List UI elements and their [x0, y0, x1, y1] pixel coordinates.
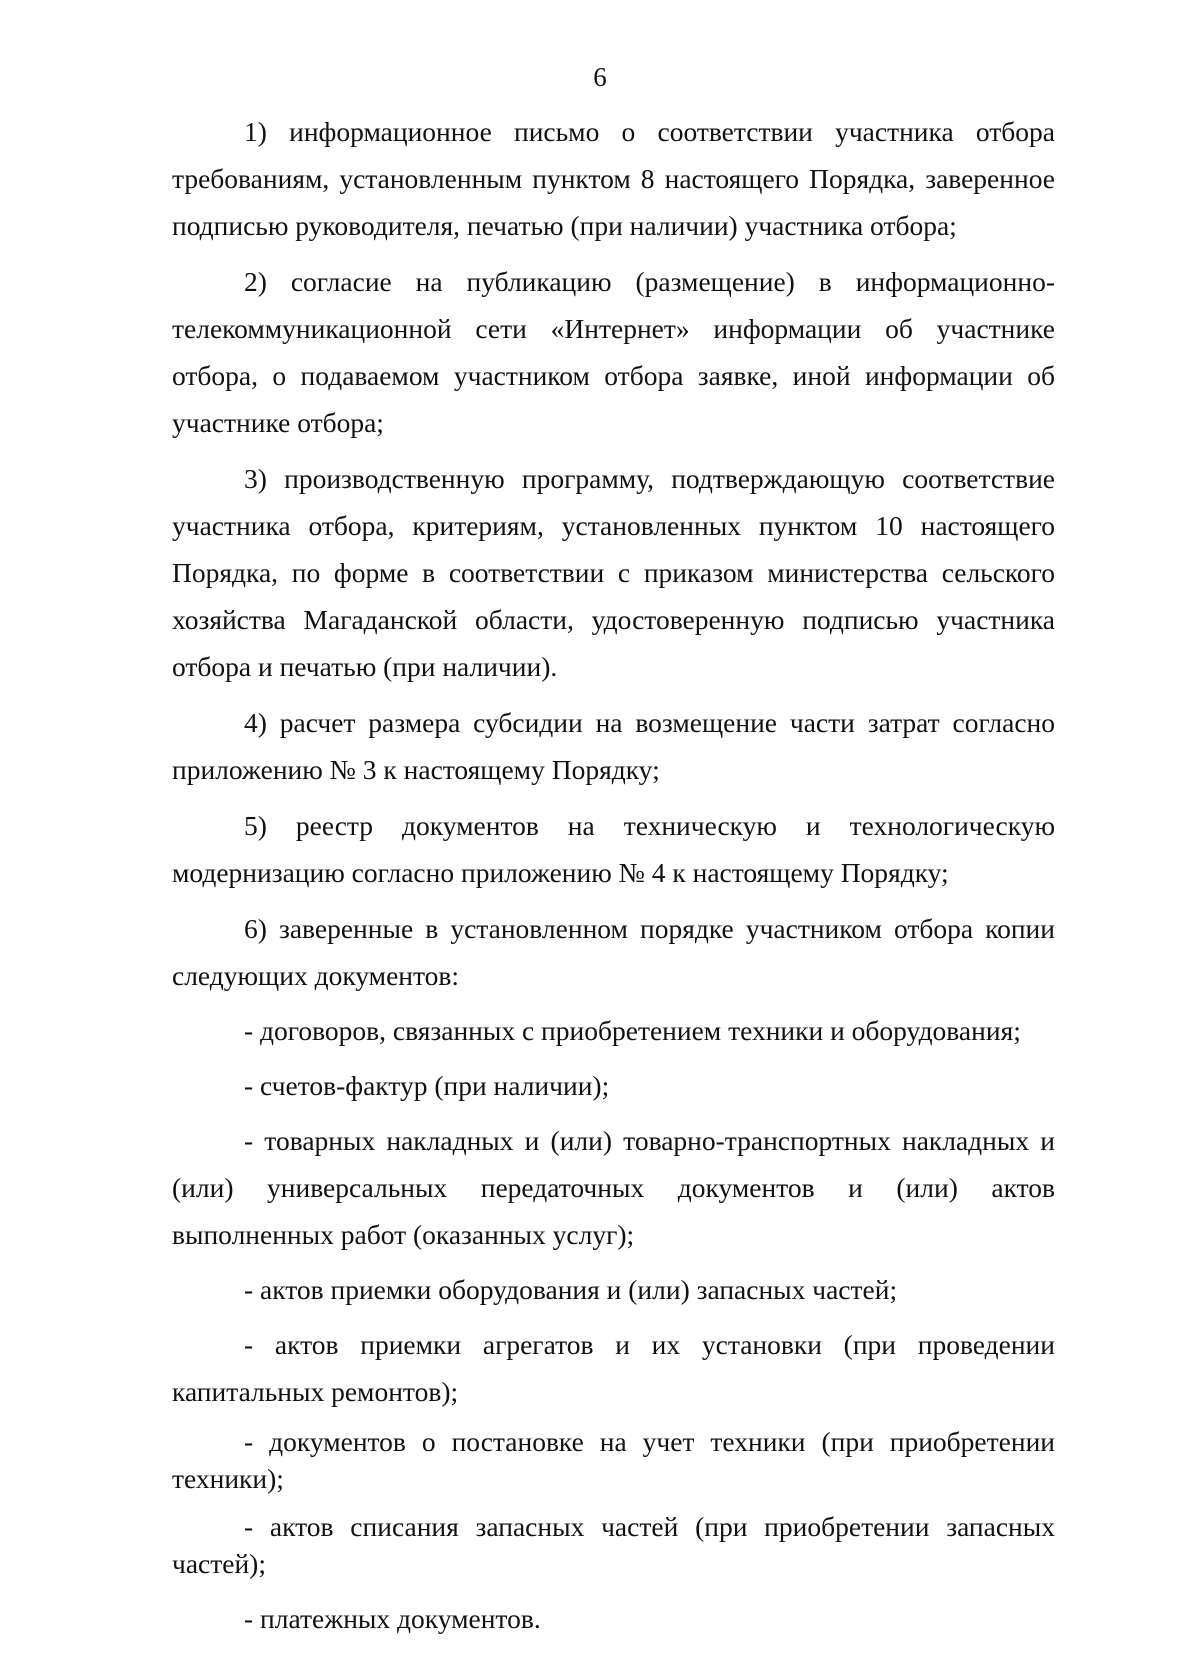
list-item-unit-acceptance: - актов приемки агрегатов и их установки (при проведении капитальных ремонтов);: [172, 1329, 1055, 1407]
page-number: 6: [593, 62, 607, 92]
paragraph-item-2: 2) согласие на публикацию (размещение) в информационно-телекоммуникационной сети «Интернет» информации об участнике отбора, о подаваемом участником отбора заявке, иной информации об участнике отбора;: [172, 266, 1055, 438]
list-item-waybills: - товарных накладных и (или) товарно-транспортных накладных и (или) универсальных передаточных документов и (или) актов выполненных работ (оказанных услуг);: [172, 1125, 1055, 1250]
paragraph-item-4: 4) расчет размера субсидии на возмещение части затрат согласно приложению № 3 к настоящему Порядку;: [172, 707, 1055, 785]
document-body: [172, 108, 1055, 1642]
list-item-write-off: - актов списания запасных частей (при приобретении запасных частей);: [172, 1511, 1055, 1579]
list-item-payments: - платежных документов.: [244, 1603, 541, 1634]
list-item-registration: - документов о постановке на учет техники (при приобретении техники);: [172, 1426, 1055, 1494]
list-item-contracts: - договоров, связанных с приобретением техники и оборудования;: [244, 1015, 1021, 1046]
list-item-equipment-acceptance: - актов приемки оборудования и (или) запасных частей;: [244, 1274, 898, 1305]
list-item-invoices: - счетов-фактур (при наличии);: [244, 1070, 610, 1101]
paragraph-item-1: 1) информационное письмо о соответствии участника отбора требованиям, установленным пунктом 8 настоящего Порядка, заверенное подписью руководителя, печатью (при наличии) участника отбора;: [172, 116, 1055, 241]
paragraph-item-6: 6) заверенные в установленном порядке участником отбора копии следующих документов:: [172, 913, 1055, 991]
paragraph-item-3: 3) производственную программу, подтверждающую соответствие участника отбора, критериям, установленных пунктом 10 настоящего Порядка, по форме в соответствии с приказом министерства сельского хозяйства Магаданской области, удостоверенную подписью участника отбора и печатью (при наличии).: [172, 463, 1055, 682]
paragraph-item-5: 5) реестр документов на техническую и технологическую модернизацию согласно приложению № 4 к настоящему Порядку;: [172, 810, 1055, 888]
